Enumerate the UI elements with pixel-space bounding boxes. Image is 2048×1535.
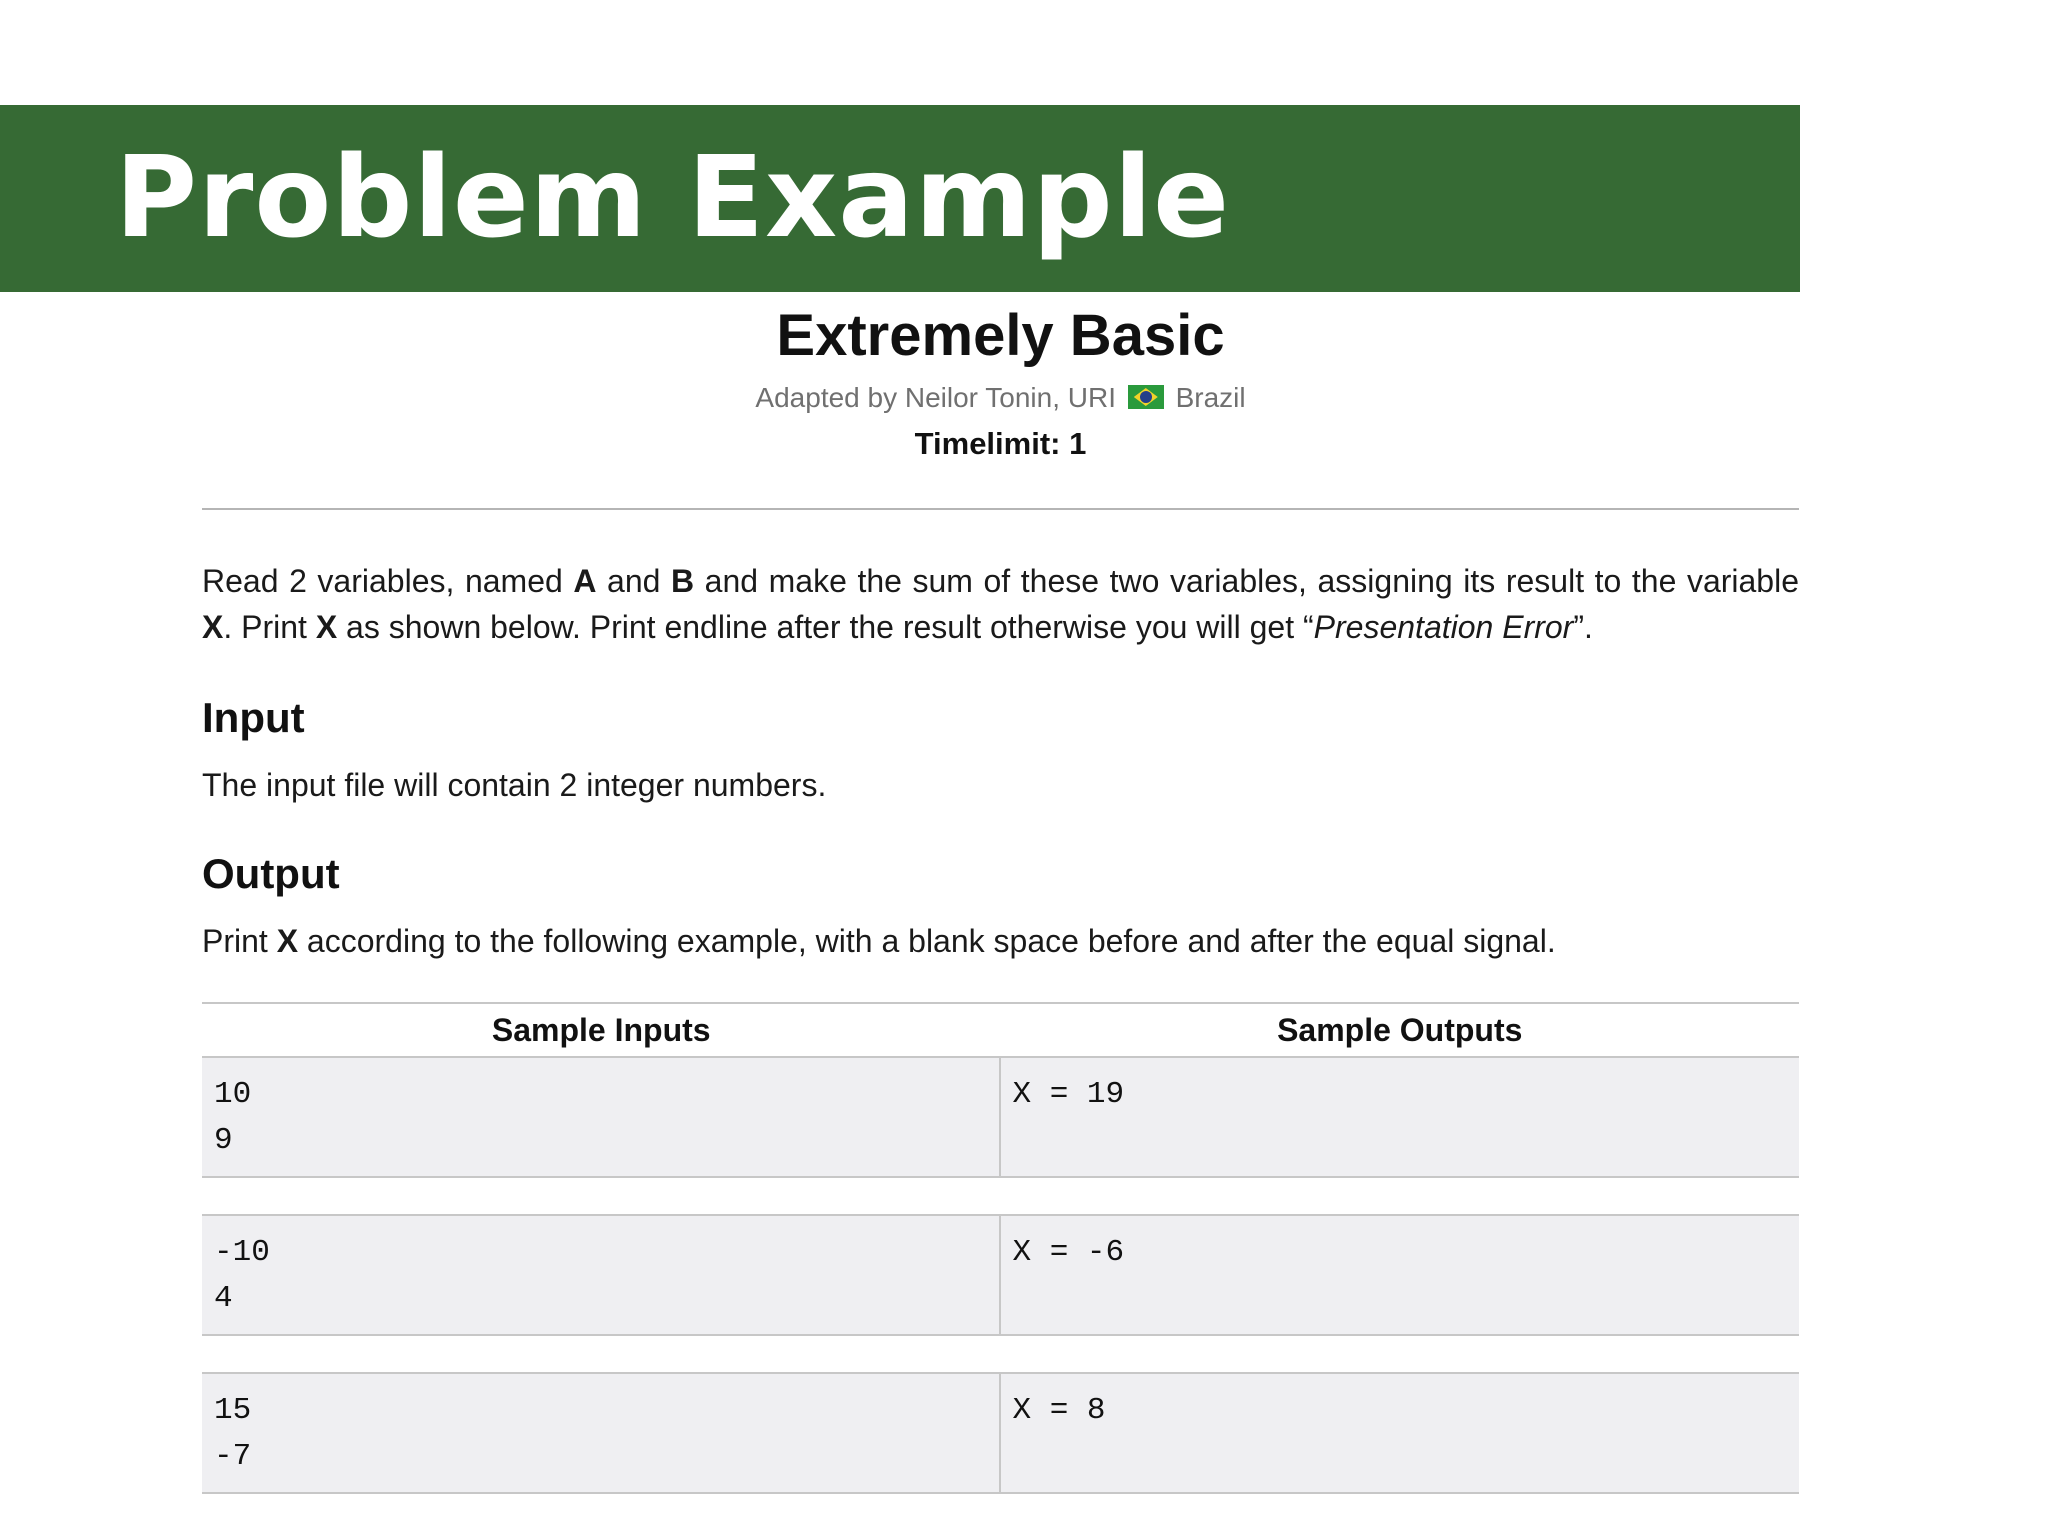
output-text: Print: [202, 923, 277, 959]
sample-outputs-header: Sample Outputs: [1277, 1011, 1523, 1048]
input-heading: Input: [202, 694, 305, 741]
sample-row: [202, 1058, 1799, 1178]
sample-input-cell: [202, 1374, 1001, 1492]
slide-title: Problem Example: [115, 133, 1231, 263]
sample-input-line: 15: [214, 1393, 252, 1428]
output-description: [202, 920, 1799, 962]
sample-input-line: -10: [214, 1235, 270, 1270]
sample-input-line: 9: [214, 1123, 233, 1158]
variable-b: B: [671, 563, 695, 599]
variable-x: X: [315, 609, 338, 645]
sample-input-line: 10: [214, 1077, 252, 1112]
description-text: and: [596, 563, 671, 599]
description-text: ”.: [1573, 609, 1593, 645]
description-text: as shown below. Print endline after the result otherwise you will get “: [337, 609, 1314, 645]
problem-content: [202, 292, 1799, 1494]
output-text: according to the following example, with a blank space before and after the equal signal.: [298, 923, 1556, 959]
description-text: and make the sum of these two variables, assigning its result to the variable: [694, 563, 1800, 599]
samples-header: [202, 1004, 1799, 1058]
input-description: The input file will contain 2 integer numbers.: [202, 767, 827, 803]
sample-output-line: X = 8: [1012, 1393, 1106, 1428]
description-text: Read 2 variables, named: [202, 563, 574, 599]
variable-x: X: [202, 609, 224, 645]
variable-a: A: [573, 563, 597, 599]
problem-description: [202, 558, 1799, 650]
samples-table: [202, 1002, 1799, 1494]
sample-output-line: X = -6: [1012, 1235, 1125, 1270]
sample-input-line: 4: [214, 1281, 233, 1316]
divider: [202, 508, 1799, 510]
author-text: Adapted by Neilor Tonin, URI: [755, 382, 1116, 413]
presentation-error-term: Presentation Error: [1313, 609, 1574, 645]
problem-author-line: [202, 380, 1799, 416]
problem-title: Extremely Basic: [776, 303, 1225, 368]
sample-input-cell: [202, 1058, 1001, 1176]
timelimit: Timelimit: 1: [914, 426, 1087, 461]
variable-x: X: [276, 923, 299, 959]
output-heading: Output: [202, 850, 340, 897]
sample-input-line: -7: [214, 1439, 252, 1474]
sample-input-cell: [202, 1216, 1001, 1334]
sample-row: [202, 1214, 1799, 1336]
sample-output-cell: [1001, 1058, 1800, 1176]
sample-output-cell: [1001, 1216, 1800, 1334]
description-text: . Print: [223, 609, 316, 645]
brazil-flag-icon: [1128, 385, 1164, 409]
sample-row: [202, 1372, 1799, 1494]
sample-inputs-header: Sample Inputs: [491, 1011, 711, 1048]
country-text: Brazil: [1175, 382, 1246, 413]
sample-output-line: X = 19: [1012, 1077, 1125, 1112]
sample-output-cell: [1001, 1374, 1800, 1492]
